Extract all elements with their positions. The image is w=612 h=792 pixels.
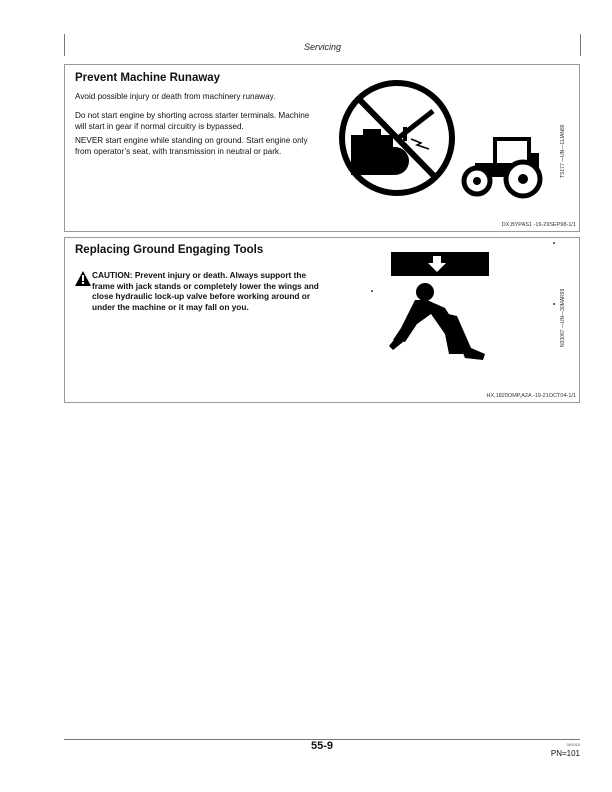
- block-title: Replacing Ground Engaging Tools: [75, 244, 264, 256]
- warning-triangle-icon: [75, 271, 91, 286]
- block-title: Prevent Machine Runaway: [75, 72, 221, 84]
- stray-mark: [371, 290, 373, 292]
- section-title: Servicing: [303, 42, 341, 52]
- falling-frame-crush-illustration: [387, 250, 493, 366]
- figure-code: N33087 —UN—30MAR99: [560, 288, 566, 347]
- paragraph: Do not start engine by shorting across starter terminals. Machine will start in gear if normal circuitry is bypassed.: [75, 111, 310, 131]
- stray-mark: [553, 242, 555, 244]
- pn-number: PN=101: [550, 749, 580, 758]
- caution-text: CAUTION: Prevent injury or death. Always support the frame with jack stands or completely lower the wings and close hydraulic lock-up valve before working around or under the machine or it may fall on you.: [92, 270, 319, 312]
- stray-mark: [553, 303, 555, 305]
- reference-code: HX,1820OMP,A2A -19-21OCT04-1/1: [486, 393, 576, 399]
- page-number: 55-9: [310, 740, 334, 752]
- caution-notice: [75, 270, 325, 312]
- safety-block-machine-runaway: [64, 64, 580, 232]
- no-shorting-starter-illustration: [333, 79, 461, 197]
- paragraph: Avoid possible injury or death from machinery runaway.: [75, 92, 276, 101]
- safety-block-ground-engaging-tools: [64, 237, 580, 403]
- reference-code: DX,BYPAS1 -19-29SEP98-1/1: [501, 222, 576, 228]
- paragraph: NEVER start engine while standing on ground. Start engine only from operator’s seat, with transmission in neutral or park.: [75, 136, 308, 156]
- document-id: 092915: [566, 742, 580, 747]
- figure-code: TS177 —UN—11JAN89: [560, 124, 566, 178]
- tractor-icon: [461, 135, 547, 199]
